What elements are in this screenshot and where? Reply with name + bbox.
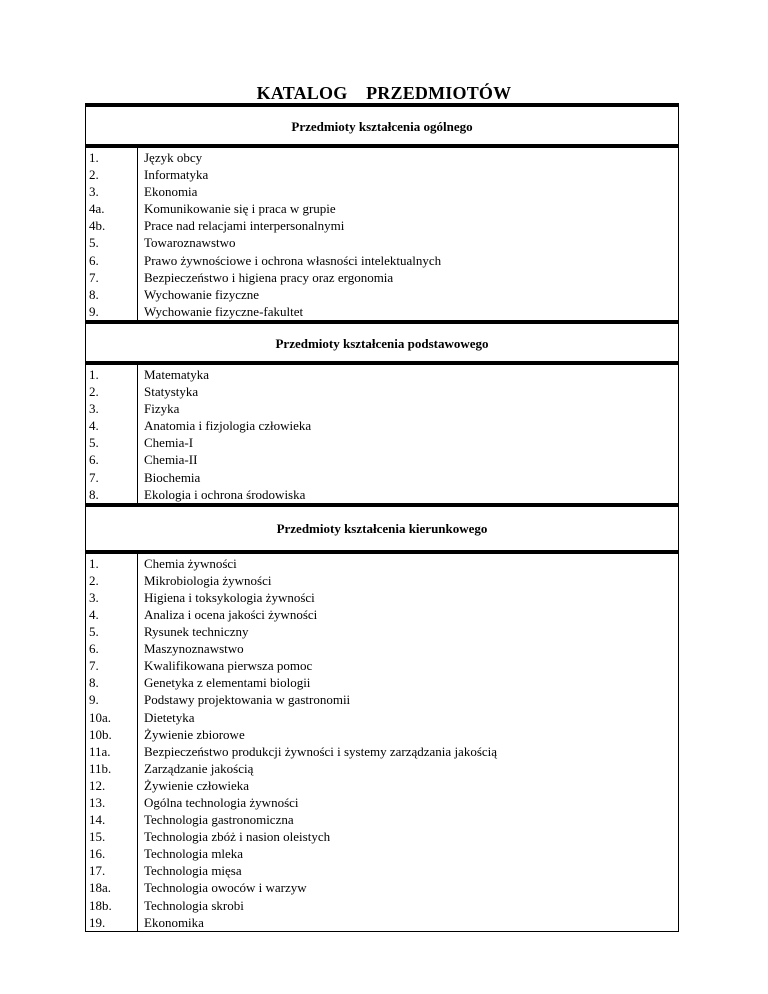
item-number: 8. (89, 486, 99, 502)
subject-name: Technologia mięsa (144, 863, 242, 879)
subject-name: Język obcy (144, 150, 203, 165)
item-number: 5. (89, 235, 99, 251)
item-number: 7. (89, 658, 99, 674)
item-number: 2. (89, 572, 99, 588)
item-number: 11b. (89, 760, 112, 776)
item-number: 2. (89, 167, 99, 183)
subject-name: Bezpieczeństwo produkcji żywności i systemy zarządzania jakością (144, 743, 498, 759)
subject-name: Bezpieczeństwo i higiena pracy oraz ergonomia (144, 269, 394, 285)
subject-name: Rysunek techniczny (144, 624, 249, 640)
table-row (86, 811, 678, 828)
section-list-basic (86, 365, 678, 507)
subject-name: Technologia gastronomiczna (144, 812, 294, 828)
item-number: 9. (89, 692, 99, 708)
table-row (86, 200, 678, 217)
item-number: 15. (89, 829, 106, 845)
subject-name: Technologia owoców i warzyw (144, 880, 307, 896)
table-row (86, 879, 678, 896)
item-number: 2. (89, 384, 99, 400)
table-row (86, 760, 678, 777)
subject-name: Chemia-I (144, 435, 194, 451)
subject-name: Statystyka (144, 384, 199, 400)
table-row (86, 897, 678, 914)
subject-name: Zarządzanie jakością (144, 760, 254, 776)
subject-name: Matematyka (144, 366, 209, 382)
item-number: 10a. (89, 709, 112, 725)
subject-name: Anatomia i fizjologia człowieka (144, 418, 312, 434)
table-row (86, 674, 678, 691)
table-row (86, 451, 678, 468)
subject-name: Prawo żywnościowe i ochrona własności intelektualnych (144, 252, 442, 268)
subject-name: Genetyka z elementami biologii (144, 675, 311, 691)
table-row (86, 589, 678, 606)
subject-catalog-table (85, 103, 679, 932)
table-row (86, 417, 678, 434)
item-number: 7. (89, 269, 99, 285)
subject-name: Wychowanie fizyczne (144, 286, 260, 302)
item-number: 12. (89, 777, 106, 793)
item-number: 5. (89, 624, 99, 640)
table-row (86, 657, 678, 674)
table-row (86, 252, 678, 269)
item-number: 11a. (89, 743, 111, 759)
subject-name: Komunikowanie się i praca w grupie (144, 201, 336, 217)
table-row (86, 623, 678, 640)
table-row (86, 726, 678, 743)
subject-name: Podstawy projektowania w gastronomii (144, 692, 351, 708)
subject-name: Mikrobiologia żywności (144, 572, 272, 588)
subject-name: Technologia skrobi (144, 897, 244, 913)
item-number: 8. (89, 675, 99, 691)
item-number: 4a. (89, 201, 105, 217)
section-list-general (86, 148, 678, 324)
item-number: 13. (89, 795, 106, 810)
subject-name: Informatyka (144, 167, 209, 183)
item-number: 3. (89, 184, 99, 200)
table-row (86, 286, 678, 303)
table-row (86, 777, 678, 794)
page-title: KATALOG PRZEDMIOTÓW (256, 83, 512, 103)
item-number: 7. (89, 469, 99, 485)
table-row (86, 572, 678, 589)
item-number: 9. (89, 303, 99, 319)
table-row (86, 743, 678, 760)
subject-name: Kwalifikowana pierwsza pomoc (144, 658, 313, 674)
item-number: 18a. (89, 880, 112, 896)
item-number: 16. (89, 846, 106, 862)
section-heading-general: Przedmioty kształcenia ogólnego (86, 107, 678, 148)
item-number: 3. (89, 401, 99, 417)
item-number: 4b. (89, 218, 106, 234)
table-row (86, 166, 678, 183)
table-row (86, 217, 678, 234)
table-row (86, 914, 678, 931)
item-number: 17. (89, 863, 106, 879)
item-number: 6. (89, 641, 99, 657)
table-row (86, 183, 678, 200)
subject-name: Prace nad relacjami interpersonalnymi (144, 218, 345, 234)
subject-name: Maszynoznawstwo (144, 641, 244, 657)
item-number: 1. (89, 555, 99, 571)
subject-name: Wychowanie fizyczne-fakultet (144, 303, 304, 319)
table-row (86, 366, 678, 383)
item-number: 1. (89, 150, 99, 165)
subject-name: Technologia mleka (144, 846, 244, 862)
table-row (86, 269, 678, 286)
item-number: 1. (89, 366, 99, 382)
item-number: 6. (89, 452, 99, 468)
subject-name: Analiza i ocena jakości żywności (144, 606, 318, 622)
item-number: 4. (89, 606, 99, 622)
table-row (86, 640, 678, 657)
section-heading-basic: Przedmioty kształcenia podstawowego (86, 324, 678, 365)
table-row (86, 606, 678, 623)
item-number: 10b. (89, 726, 112, 742)
subject-name: Ekonomika (144, 914, 204, 930)
table-row (86, 828, 678, 845)
table-row (86, 486, 678, 503)
subject-name: Higiena i toksykologia żywności (144, 589, 315, 605)
table-row (86, 862, 678, 879)
item-number: 18b. (89, 897, 112, 913)
item-number: 6. (89, 252, 99, 268)
subject-name: Ekonomia (144, 184, 198, 200)
table-row (86, 845, 678, 862)
subject-name: Dietetyka (144, 709, 195, 725)
subject-name: Fizyka (144, 401, 180, 417)
item-number: 8. (89, 286, 99, 302)
item-number: 19. (89, 914, 106, 930)
subject-name: Technologia zbóż i nasion oleistych (144, 829, 331, 845)
item-number: 4. (89, 418, 99, 434)
table-row (86, 691, 678, 708)
subject-name: Towaroznawstwo (144, 235, 236, 251)
subject-name: Biochemia (144, 469, 201, 485)
table-row (86, 234, 678, 251)
table-row (86, 400, 678, 417)
table-row (86, 383, 678, 400)
item-number: 5. (89, 435, 99, 451)
table-row (86, 434, 678, 451)
section-list-major (86, 554, 678, 931)
table-row (86, 149, 678, 166)
subject-name: Chemia-II (144, 452, 198, 468)
subject-name: Żywienie zbiorowe (144, 726, 245, 742)
subject-name: Ogólna technologia żywności (144, 795, 299, 810)
table-row (86, 303, 678, 320)
table-row (86, 709, 678, 726)
table-row (86, 469, 678, 486)
table-row (86, 794, 678, 811)
subject-name: Ekologia i ochrona środowiska (144, 486, 306, 502)
subject-name: Żywienie człowieka (144, 777, 250, 793)
item-number: 3. (89, 589, 99, 605)
subject-name: Chemia żywności (144, 555, 237, 571)
item-number: 14. (89, 812, 106, 828)
table-row (86, 555, 678, 572)
section-heading-major: Przedmioty kształcenia kierunkowego (86, 507, 678, 554)
